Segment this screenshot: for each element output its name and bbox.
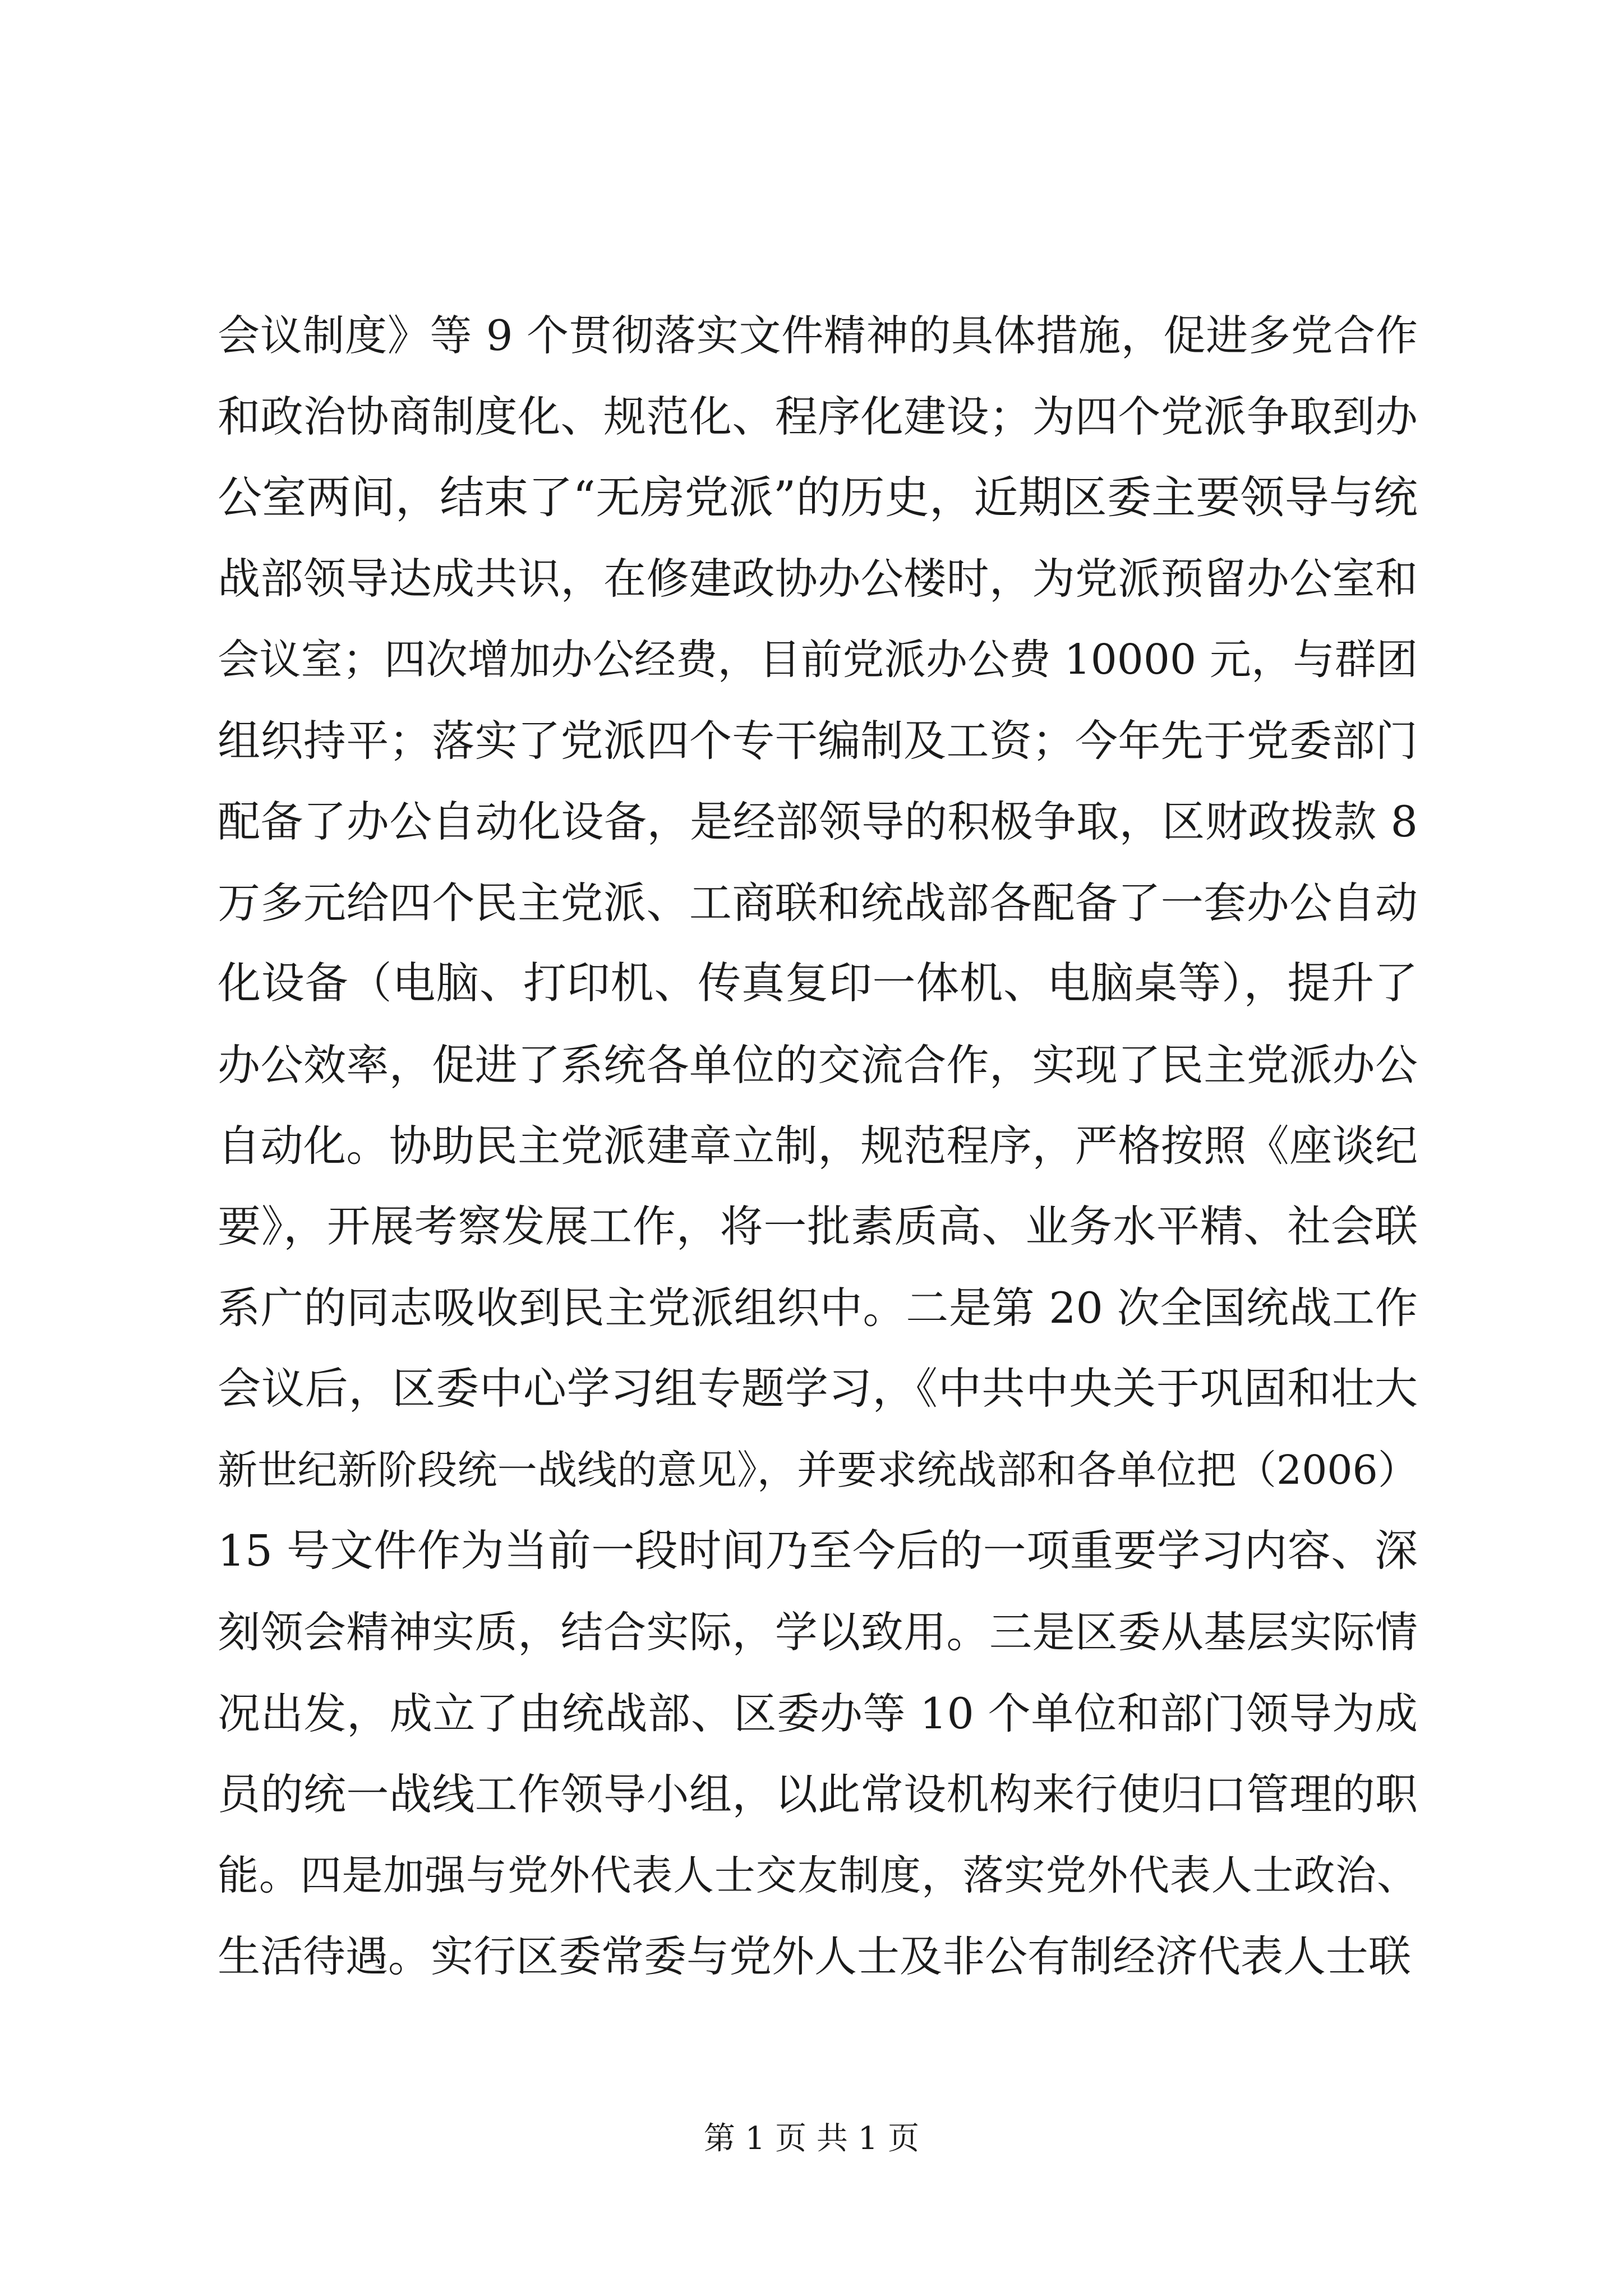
text-line-13: 系广的同志吸收到民主党派组织中。二是第 20 次全国统战工作 <box>218 1283 1418 1333</box>
text-line-2: 和政治协商制度化、规范化、程序化建设；为四个党派争取到办 <box>218 391 1418 441</box>
text-line-4: 战部领导达成共识，在修建政协办公楼时，为党派预留办公室和 <box>218 553 1418 604</box>
text-line-3: 公室两间，结束了“无房党派”的历史，近期区委主要领导与统 <box>218 472 1418 523</box>
text-line-20: 能。四是加强与党外代表人士交友制度，落实党外代表人士政治、 <box>218 1851 1418 1899</box>
text-line-9: 化设备（电脑、打印机、传真复印一体机、电脑桌等），提升了 <box>218 959 1418 1009</box>
text-line-8: 万多元给四个民主党派、工商联和统战部各配备了一套办公自动 <box>218 877 1418 928</box>
text-line-7: 配备了办公自动化设备，是经部领导的积极争取，区财政拨款 8 <box>218 797 1418 846</box>
text-line-19: 员的统一战线工作领导小组，以此常设机构来行使归口管理的职 <box>218 1769 1418 1819</box>
text-line-15: 新世纪新阶段统一战线的意见》，并要求统战部和各单位把（2006） <box>218 1447 1418 1493</box>
text-line-16: 15 号文件作为当前一段时间乃至今后的一项重要学习内容、深 <box>218 1526 1418 1576</box>
text-line-14: 会议后，区委中心学习组专题学习，《中共中央关于巩固和壮大 <box>218 1364 1418 1414</box>
document-body <box>218 295 1418 1998</box>
text-line-17: 刻领会精神实质，结合实际，学以致用。三是区委从基层实际情 <box>218 1607 1418 1657</box>
text-line-10: 办公效率，促进了系统各单位的交流合作，实现了民主党派办公 <box>218 1039 1418 1090</box>
text-line-11: 自动化。协助民主党派建章立制，规范程序，严格按照《座谈纪 <box>218 1121 1418 1171</box>
text-line-6: 组织持平；落实了党派四个专干编制及工资；今年先于党委部门 <box>218 715 1418 766</box>
page-number-footer: 第 1 页 共 1 页 <box>703 2120 920 2157</box>
text-line-21: 生活待遇。实行区委常委与党外人士及非公有制经济代表人士联 <box>218 1931 1411 1981</box>
text-line-12: 要》，开展考察发展工作，将一批素质高、业务水平精、社会联 <box>218 1202 1418 1252</box>
text-line-1: 会议制度》等 9 个贯彻落实文件精神的具体措施，促进多党合作 <box>218 311 1418 360</box>
text-line-18: 况出发，成立了由统战部、区委办等 10 个单位和部门领导为成 <box>218 1688 1418 1738</box>
text-line-5: 会议室；四次增加办公经费，目前党派办公费 10000 元，与群团 <box>218 636 1418 684</box>
